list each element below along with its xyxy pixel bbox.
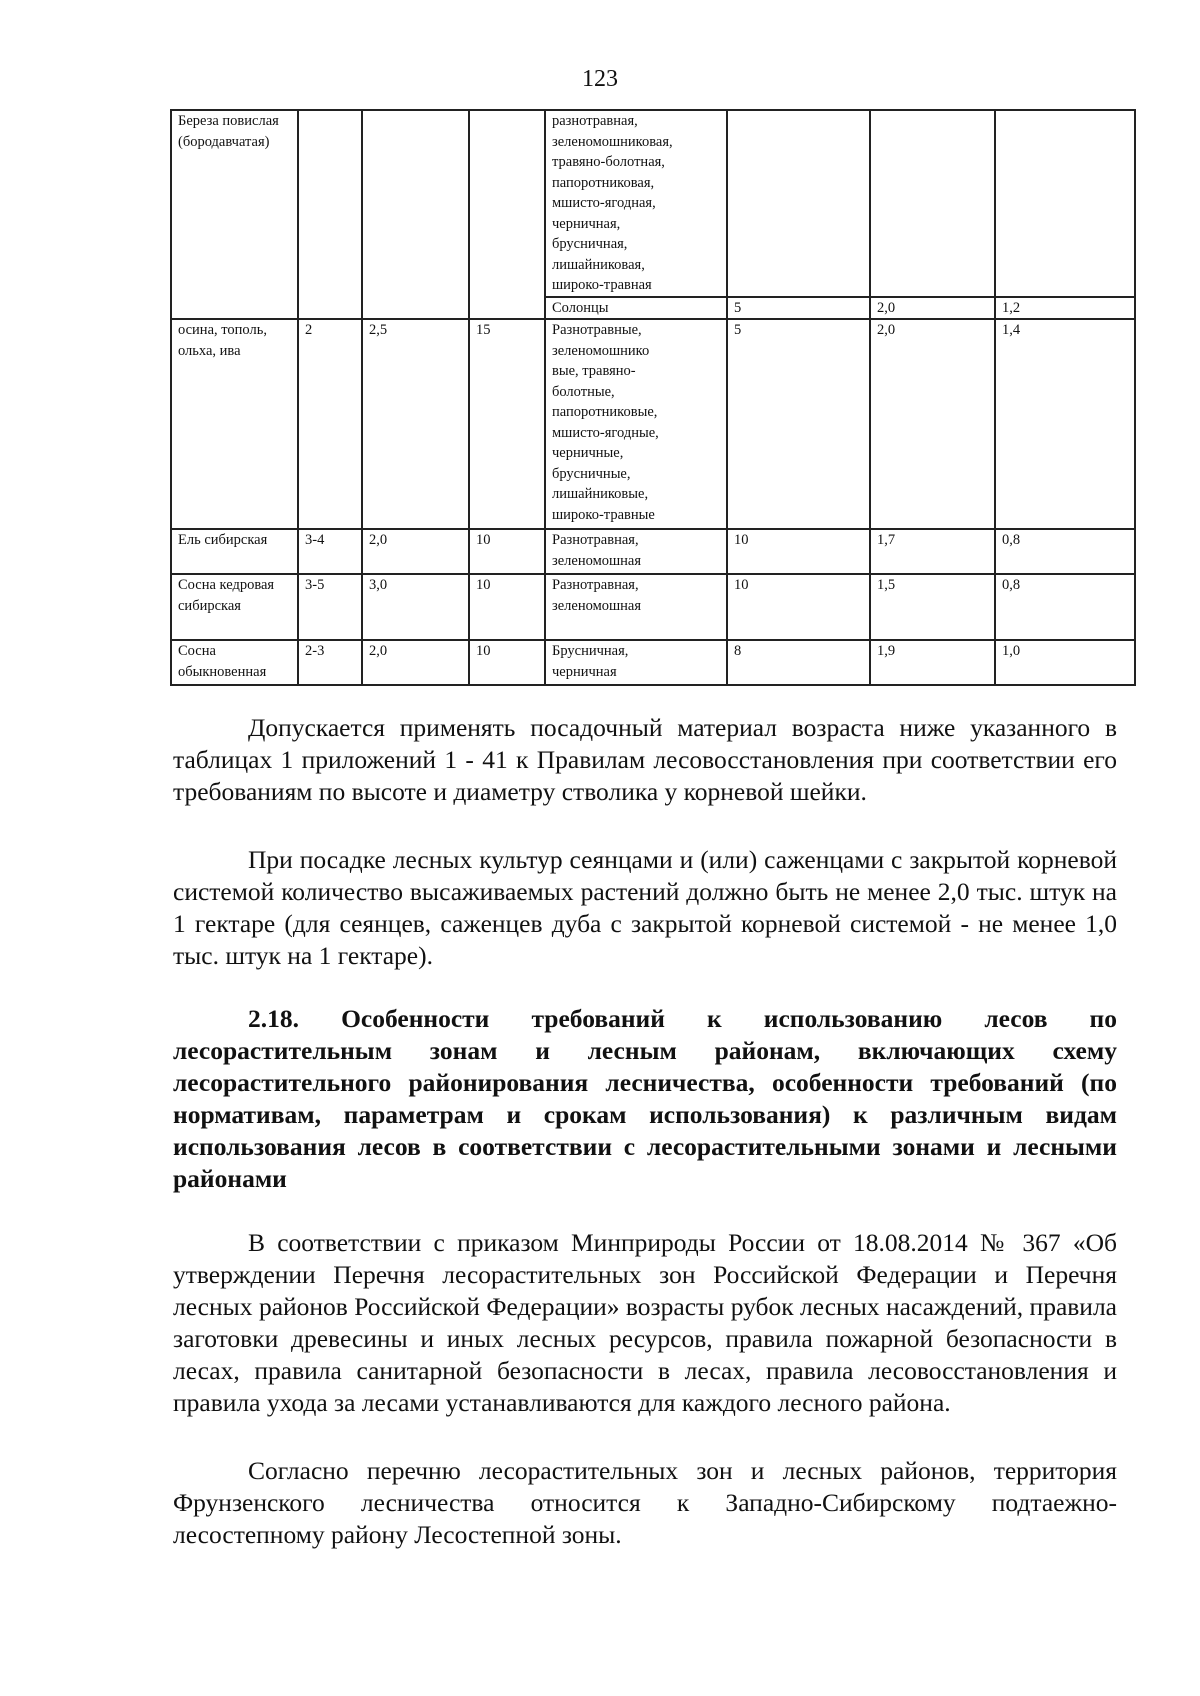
page-number: 123 — [582, 66, 618, 92]
value-cell: 1,0 — [995, 640, 1135, 685]
age-cell: 2 — [298, 319, 362, 529]
diameter-cell: 10 — [469, 640, 545, 685]
species-cell: Ель сибирская — [171, 529, 298, 574]
diameter-cell: 10 — [469, 529, 545, 574]
value-cell: 5 — [727, 319, 870, 529]
value-cell: 0,8 — [995, 529, 1135, 574]
species-cell: Сосна кедровая сибирская — [171, 574, 298, 640]
age-cell: 3-4 — [298, 529, 362, 574]
value-cell: 0,8 — [995, 574, 1135, 640]
forest-type-cell: Разнотравная, зеленомошная — [545, 574, 727, 640]
value-cell: 1,7 — [870, 529, 995, 574]
table-row — [171, 640, 1135, 685]
paragraph: При посадке лесных культур сеянцами и (или) саженцами с закрытой корневой системой количество высаживаемых растений должно быть не менее 2,0 тыс. штук на 1 гектаре (для сеянцев, саженцев дуба с закрытой корневой системой - не менее 1,0 тыс. штук на 1 гектаре). — [173, 845, 1117, 970]
body-text-3 — [173, 1227, 1117, 1419]
paragraph: В соответствии с приказом Минприроды России от 18.08.2014 № 367 «Об утверждении Перечня лесорастительных зон Российской Федерации и Перечня лесных районов Российской Федерации» возрасты рубок лесных насаждений, правила заготовки древесины и иных лесных ресурсов, правила пожарной безопасности в лесах, правила санитарной безопасности в лесах, правила лесовосстановления и правила ухода за лесами устанавливаются для каждого лесного района. — [173, 1228, 1117, 1417]
value-cell: 2,0 — [870, 297, 995, 320]
value-cell — [727, 110, 870, 297]
value-cell: 2,0 — [870, 319, 995, 529]
table-row — [171, 529, 1135, 574]
height-cell: 2,5 — [362, 319, 469, 529]
paragraph: Согласно перечню лесорастительных зон и лесных районов, территория Фрунзенского лесничества относится к Западно-Сибирскому подтаежно-лесостепному району Лесостепной зоны. — [173, 1456, 1117, 1549]
planting-table — [170, 109, 1136, 686]
section-title: 2.18. Особенности требований к использованию лесов по лесорастительным зонам и лесным районам, включающих схему лесорастительного районирования лесничества, особенности требований (по нормативам, параметрам и срокам использования) к различным видам использования лесов в соответствии с лесорастительными зонами и лесными районами — [173, 1004, 1117, 1193]
paragraph: Допускается применять посадочный материал возраста ниже указанного в таблицах 1 приложений 1 - 41 к Правилам лесовосстановления при соответствии его требованиям по высоте и диаметру стволика у корневой шейки. — [173, 713, 1117, 806]
forest-type-cell: разнотравная, зеленомошниковая, травяно-болотная, папоротниковая, мшисто-ягодная, черничная, брусничная, лишайниковая, широко-травная — [545, 110, 727, 297]
diameter-cell: 10 — [469, 574, 545, 640]
value-cell: 1,2 — [995, 297, 1135, 320]
species-cell: осина, тополь, ольха, ива — [171, 319, 298, 529]
forest-type-cell: Солонцы — [545, 297, 727, 320]
value-cell: 1,4 — [995, 319, 1135, 529]
height-cell: 2,0 — [362, 640, 469, 685]
table-row — [171, 319, 1135, 529]
forest-type-cell: Разнотравные, зеленомошнико вые, травяно- болотные, папоротниковые, мшисто-ягодные, черничные, брусничные, лишайниковые, широко-травные — [545, 319, 727, 529]
table-row — [171, 574, 1135, 640]
value-cell — [995, 110, 1135, 297]
value-cell: 8 — [727, 640, 870, 685]
height-cell: 2,0 — [362, 529, 469, 574]
height-cell: 3,0 — [362, 574, 469, 640]
height-cell — [362, 110, 469, 319]
forest-type-cell: Брусничная, черничная — [545, 640, 727, 685]
body-text-4 — [173, 1455, 1117, 1551]
value-cell: 10 — [727, 574, 870, 640]
value-cell — [870, 110, 995, 297]
section-heading — [173, 1003, 1117, 1195]
species-cell: Сосна обыкновенная — [171, 640, 298, 685]
diameter-cell: 15 — [469, 319, 545, 529]
value-cell: 10 — [727, 529, 870, 574]
forest-type-cell: Разнотравная, зеленомошная — [545, 529, 727, 574]
value-cell: 1,9 — [870, 640, 995, 685]
age-cell: 3-5 — [298, 574, 362, 640]
species-cell: Береза повислая (бородавчатая) — [171, 110, 298, 319]
table-row — [171, 110, 1135, 297]
age-cell: 2-3 — [298, 640, 362, 685]
value-cell: 5 — [727, 297, 870, 320]
value-cell: 1,5 — [870, 574, 995, 640]
body-text-2 — [173, 844, 1117, 972]
age-cell — [298, 110, 362, 319]
diameter-cell — [469, 110, 545, 319]
body-text-1 — [173, 712, 1117, 808]
